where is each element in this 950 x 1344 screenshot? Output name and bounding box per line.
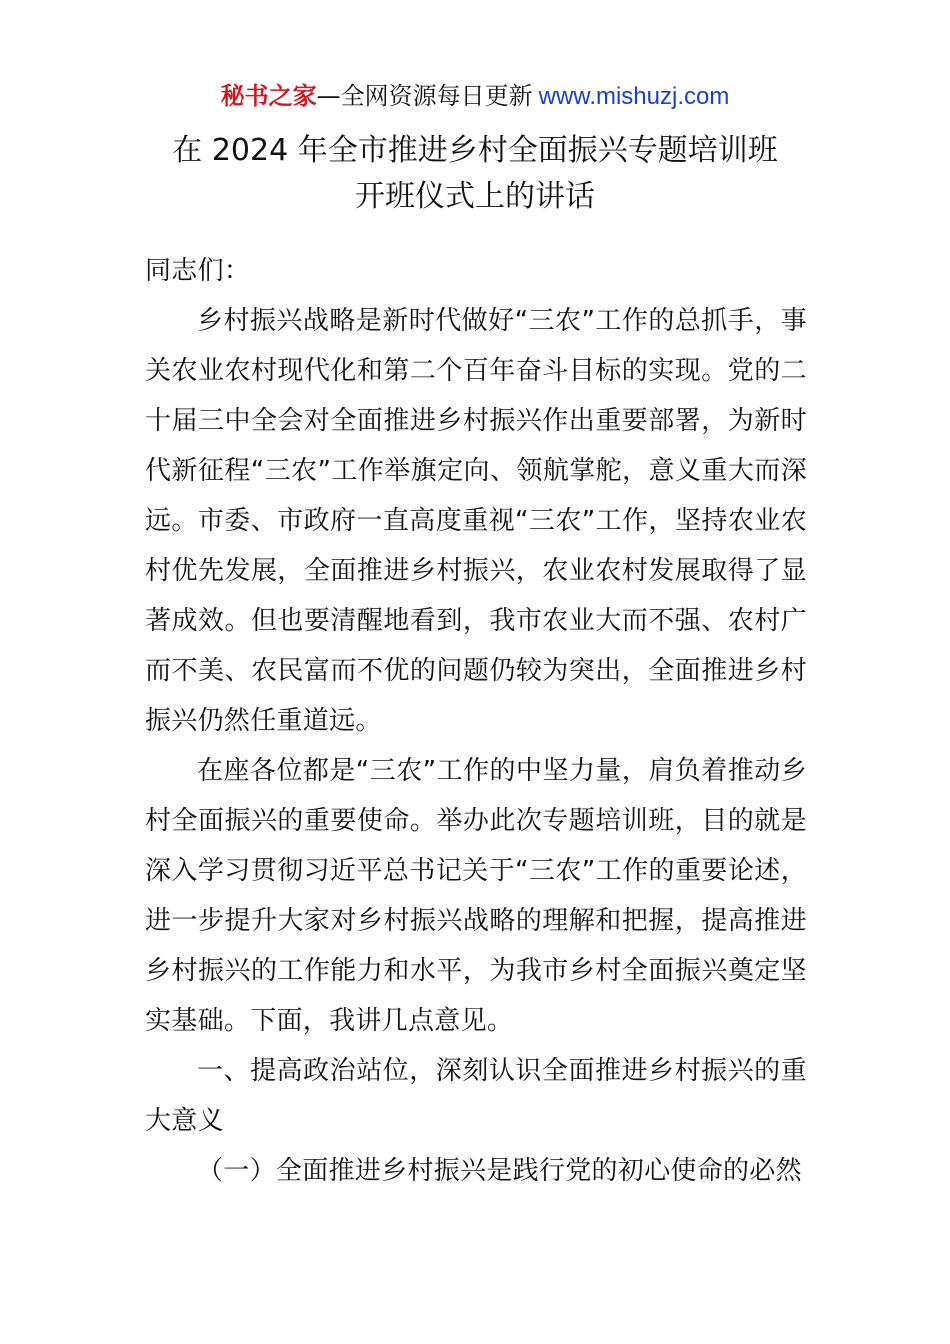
paragraph-2: 在座各位都是“三农”工作的中坚力量，肩负着推动乡村全面振兴的重要使命。举办此次专题培训班，目的就是深入学习贯彻习近平总书记关于“三农”工作的重要论述，进一步提升大家对乡村振兴战略的理解和把握，提高推进乡村振兴的工作能力和水平，为我市乡村全面振兴奠定坚实基础。下面，我讲几点意见。 <box>145 756 807 1036</box>
brand-name: 秘书之家 <box>220 82 317 110</box>
paragraph-1: 乡村振兴战略是新时代做好“三农”工作的总抓手，事关农业农村现代化和第二个百年奋斗目标的实现。党的二十届三中全会对全面推进乡村振兴作出重要部署，为新时代新征程“三农”工作举旗定向、领航掌舵，意义重大而深远。市委、市政府一直高度重视“三农”工作，坚持农业农村优先发展，全面推进乡村振兴，农业农村发展取得了显著成效。但也要清醒地看到，我市农业大而不强、农村广而不美、农民富而不优的问题仍较为突出，全面推进乡村振兴仍然任重道远。 <box>145 306 807 736</box>
title-line-2: 开班仪式上的讲话 <box>355 179 595 214</box>
document-body <box>145 246 807 1196</box>
slogan: —全网资源每日更新 <box>316 82 533 110</box>
document-title <box>0 128 950 220</box>
title-line-1: 在 2024 年全市推进乡村全面振兴专题培训班 <box>172 133 778 168</box>
salutation: 同志们： <box>145 256 251 286</box>
site-url[interactable]: www.mishuzj.com <box>538 83 730 110</box>
site-banner <box>0 80 950 113</box>
section-heading-1: 一、提高政治站位，深刻认识全面推进乡村振兴的重大意义 <box>145 1056 807 1136</box>
subsection-heading-1: （一）全面推进乡村振兴是践行党的初心使命的必然 <box>197 1156 802 1186</box>
